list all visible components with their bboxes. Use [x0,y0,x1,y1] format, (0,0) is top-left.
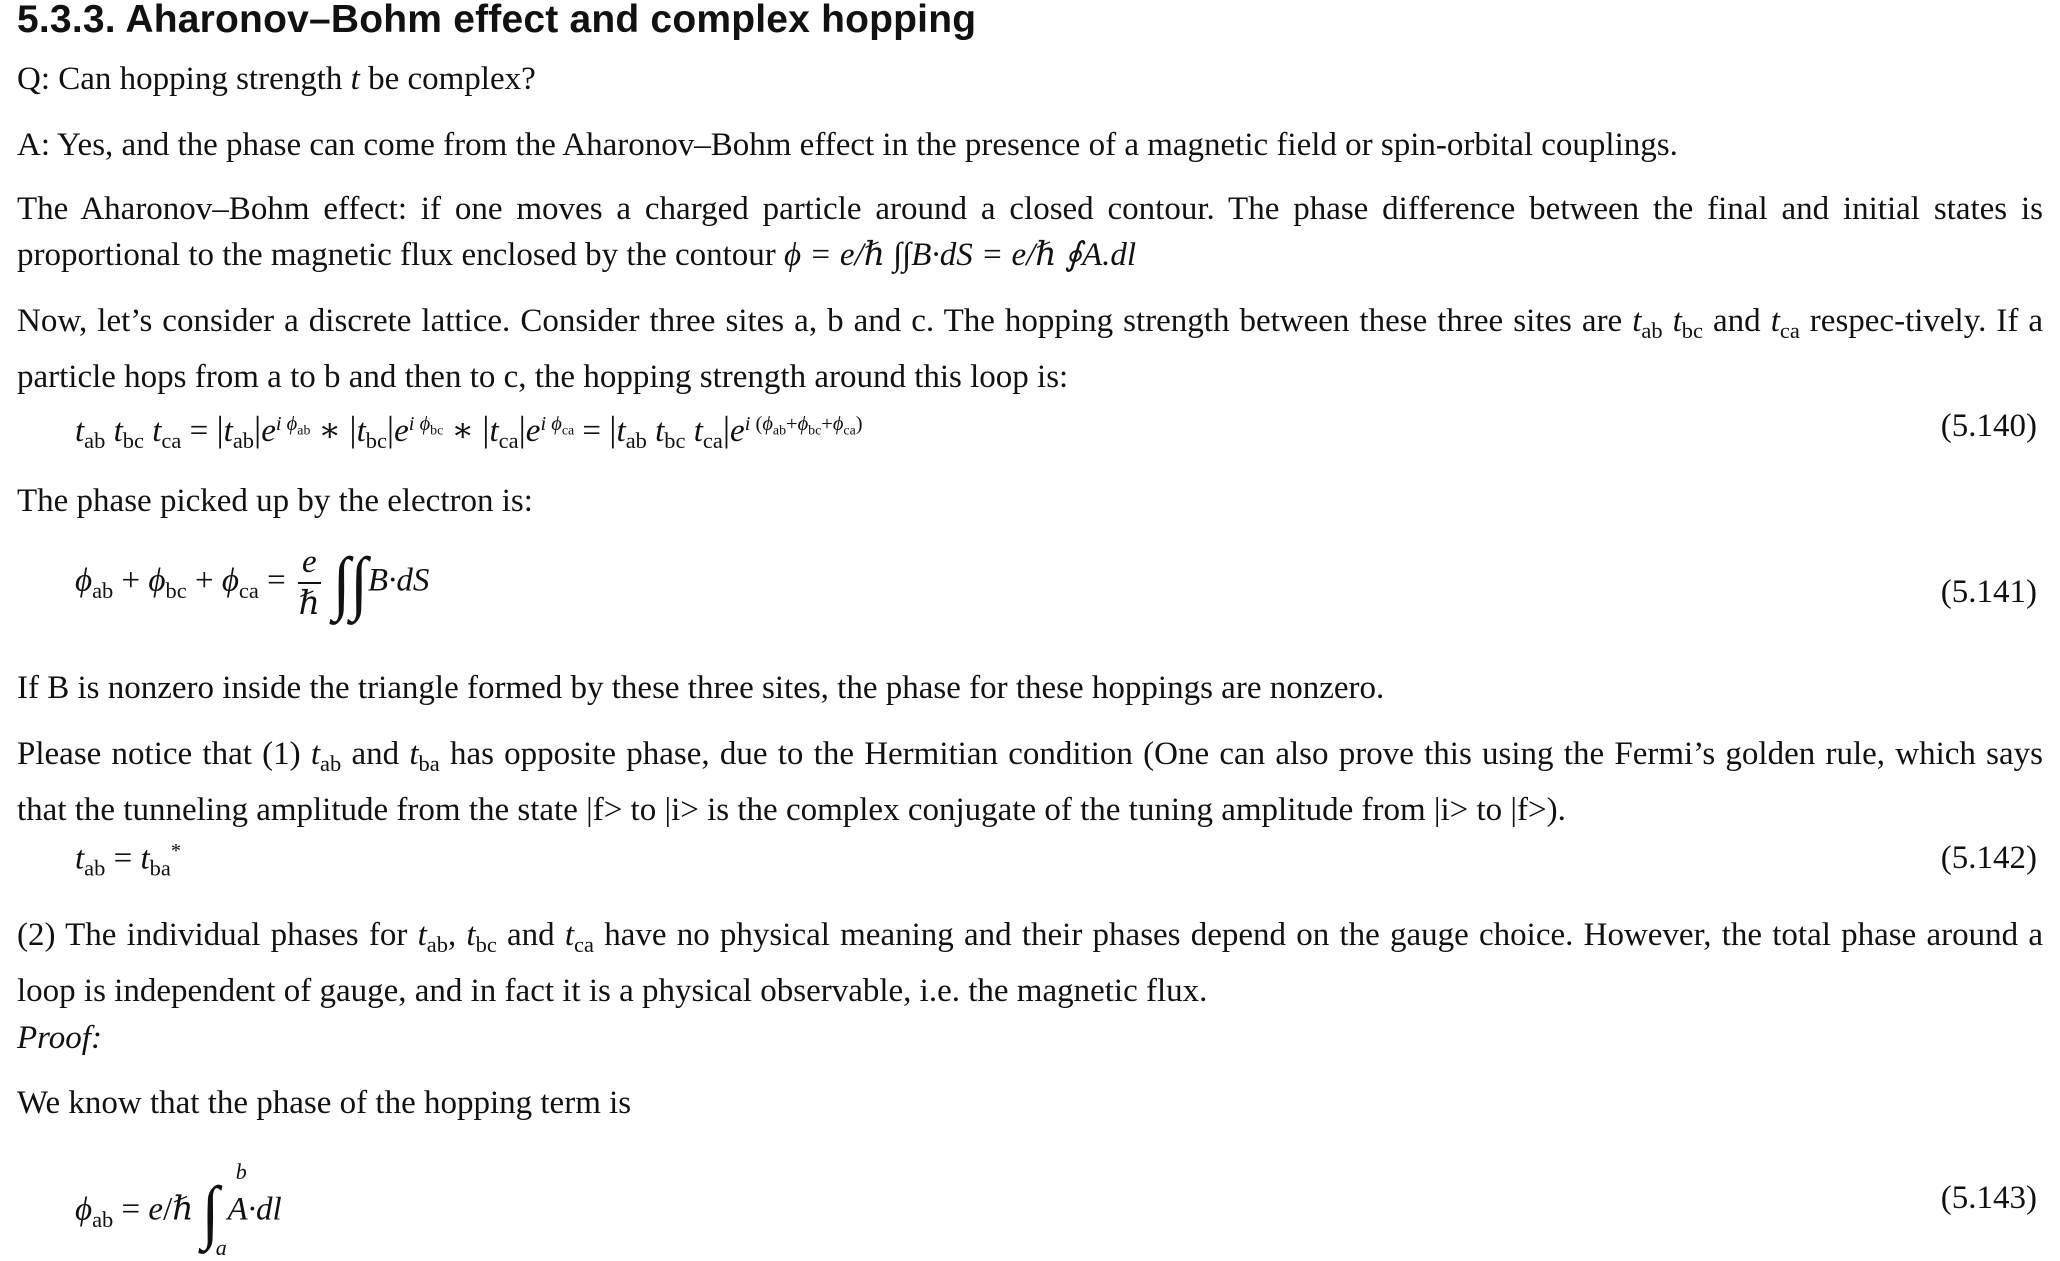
flux-formula: ϕ = e/ℏ ∫∫B·dS = e/ℏ ∮A.dl [784,237,1137,273]
phase-text: The phase picked up by the electron is: [17,483,533,519]
equation-number: (5.140) [1940,408,2037,444]
equation-5-140: $t_{ab}$ $t_{bc}$ $t_{ca} = |t_{ab}|e^{i \phi_{ab}}$ ∗ $|t_{bc}|e^{i \phi_{bc}}$ ∗ $|t_{ca}|e^{i \phi_{ca}} = |t_{ab}$ $t_{bc}$ $t_{ca}|e^{i (\phi_{ab}+\phi_{bc}+\phi_{ca})}$ [75,409,863,454]
section-title: 5.3.3. Aharonov–Bohm effect and complex hopping [17,0,977,41]
lattice-paragraph: Now, let’s consider a discrete lattice. Consider three sites a, b and c. The hopping strength between these three sites are $t_{ab}$ $t_{bc}$ and $t_{ca}$ respec-tively. If a particle hops from a to b and then to c, the hopping strength around this loop is: [17,303,2043,396]
gauge-paragraph: (2) The individual phases for $t_{ab}$, $t_{bc}$ and $t_{ca}$ have no physical meaning and their phases depend on the gauge choice. However, the total phase around a loop is independent of gauge, and in fact it is a physical observable, i.e. the magnetic flux. [17,917,2043,1010]
nonzero-text: If B is nonzero inside the triangle formed by these three sites, the phase for these hoppings are nonzero. [17,670,1385,706]
know-text: We know that the phase of the hopping term is [17,1085,632,1121]
equation-number: (5.143) [1940,1180,2037,1216]
answer-line: A: Yes, and the phase can come from the Aharonov–Bohm effect in the presence of a magnetic field or spin-orbital couplings. [17,127,1678,163]
equation-number: (5.142) [1940,840,2037,876]
question-line: Q: Can hopping strength t be complex? [17,61,536,97]
notice-paragraph: Please notice that (1) $t_{ab}$ and $t_{ba}$ has opposite phase, due to the Hermitian condition (One can also prove this using the Fermi’s golden rule, which says that the tunneling amplitude from the state |f> to |i> is the complex conjugate of the tuning amplitude from |i> to |f>). [17,736,2043,829]
equation-number: (5.141) [1940,574,2037,610]
aharonov-bohm-paragraph: The Aharonov–Bohm effect: if one moves a charged particle around a closed contour. The phase difference between the final and initial states is proportional to the magnetic flux enclosed by the contour ϕ = e/ℏ ∫∫B·dS = e/ℏ ∮A.dl [17,191,2043,273]
equation-5-143: $\phi_{ab}$ = e/ℏ ∫ b a A·dl [75,1159,282,1260]
proof-label: Proof: [17,1020,102,1056]
equation-5-141: $\phi_{ab} + \phi_{bc} + \phi_{ca}$ = $\frac{e}{\text{ℏ}}$ ∫∫B·dS [75,543,430,622]
equation-5-142: $t_{ab} = t_{ba}^*$ [75,840,182,881]
